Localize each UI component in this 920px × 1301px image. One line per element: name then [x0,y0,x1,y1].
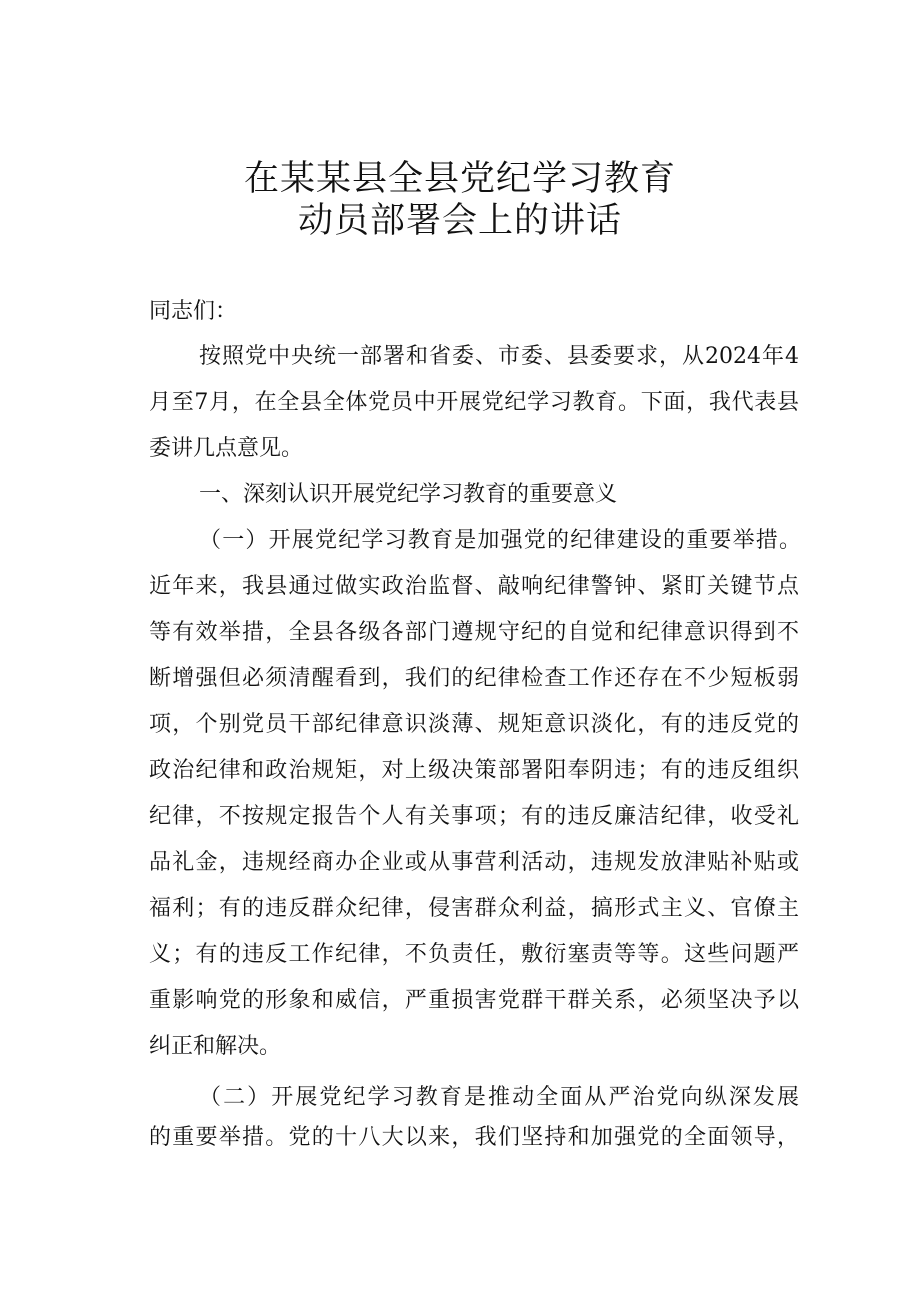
paragraph-line: 政治纪律和政治规矩，对上级决策部署阳奉阴违；有的违反组织 [149,758,799,783]
paragraph-line: 福利；有的违反群众纪律，侵害群众利益，搞形式主义、官僚主 [149,896,799,921]
document-title-line-1: 在某某县全县党纪学习教育 [243,159,676,199]
paragraph-line: 纠正和解决。 [149,1034,282,1059]
intro-line: 委讲几点意见。 [149,436,304,461]
paragraph-line: 重影响党的形象和威信，严重损害党群干群关系，必须坚决予以 [149,988,799,1013]
paragraph-line: 品礼金，违规经商办企业或从事营利活动，违规发放津贴补贴或 [149,850,799,875]
intro-line: 按照党中央统一部署和省委、市委、县委要求，从2024年4 [199,344,799,369]
paragraph-line: （二）开展党纪学习教育是推动全面从严治党向纵深发展 [199,1085,799,1110]
paragraph-line: 项，个别党员干部纪律意识淡薄、规矩意识淡化，有的违反党的 [149,712,799,737]
section-heading: 一、深刻认识开展党纪学习教育的重要意义 [199,482,618,507]
paragraph-line: 近年来，我县通过做实政治监督、敲响纪律警钟、紧盯关键节点 [149,574,799,599]
paragraph-line: 等有效举措，全县各级各部门遵规守纪的自觉和纪律意识得到不 [149,620,799,645]
intro-line: 月至7月，在全县全体党员中开展党纪学习教育。下面，我代表县 [149,390,799,415]
paragraph-line: （一）开展党纪学习教育是加强党的纪律建设的重要举措。 [199,528,801,553]
paragraph-line: 断增强但必须清醒看到，我们的纪律检查工作还存在不少短板弱 [149,666,799,691]
paragraph-line: 义；有的违反工作纪律，不负责任，敷衍塞责等等。这些问题严 [149,942,799,967]
paragraph-line: 的重要举措。党的十八大以来，我们坚持和加强党的全面领导， [149,1125,799,1150]
paragraph-line: 纪律，不按规定报告个人有关事项；有的违反廉洁纪律，收受礼 [149,804,799,829]
document-title-line-2: 动员部署会上的讲话 [297,201,622,241]
salutation: 同志们： [149,299,238,324]
